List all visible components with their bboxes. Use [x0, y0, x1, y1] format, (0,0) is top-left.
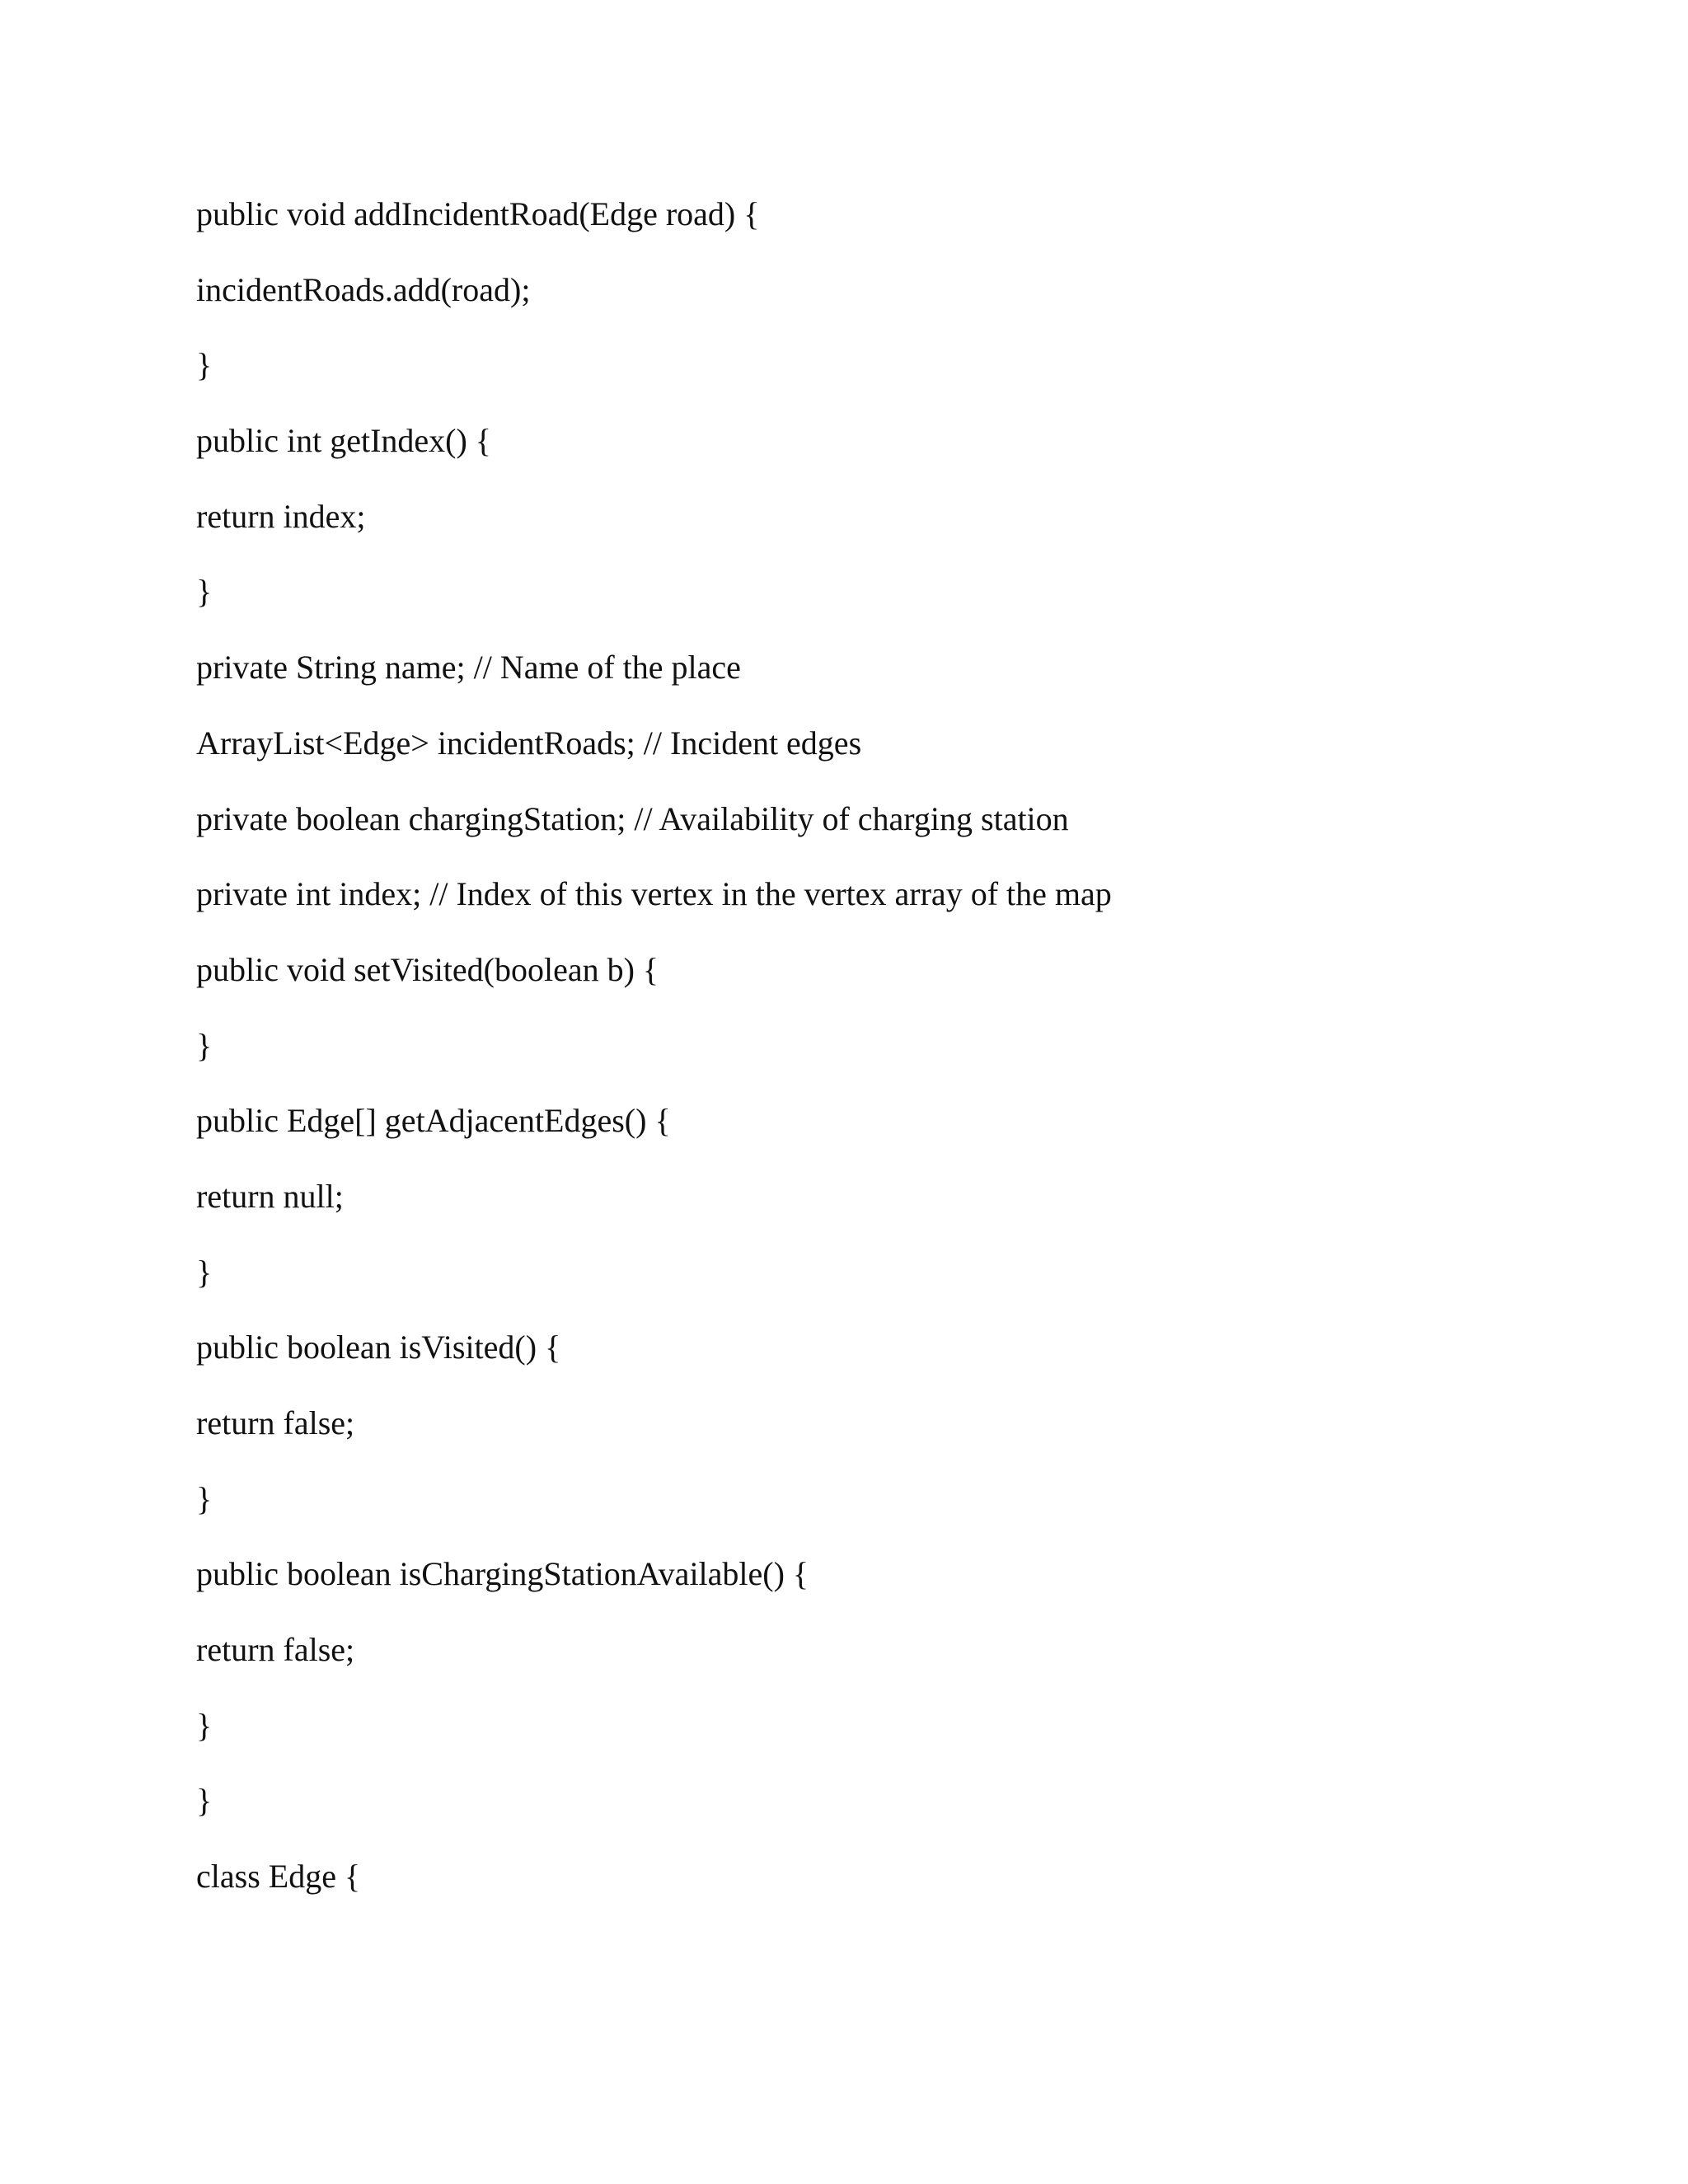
code-line: public int getIndex() {	[196, 422, 491, 460]
code-line: class Edge {	[196, 1858, 361, 1896]
code-line: }	[196, 346, 213, 384]
code-line: return null;	[196, 1177, 344, 1215]
code-line: }	[196, 573, 213, 611]
code-line: }	[196, 1026, 213, 1064]
code-line: public void addIncidentRoad(Edge road) {	[196, 195, 760, 232]
code-line: public Edge[] getAdjacentEdges() {	[196, 1102, 671, 1140]
code-line: public boolean isVisited() {	[196, 1329, 561, 1366]
code-line: return index;	[196, 497, 366, 535]
code-line: public void setVisited(boolean b) {	[196, 950, 659, 988]
code-line: }	[196, 1706, 213, 1744]
code-line: }	[196, 1782, 213, 1820]
code-line: private boolean chargingStation; // Availability of charging station	[196, 799, 1069, 837]
code-line: private int index; // Index of this vertex in the vertex array of the map	[196, 875, 1112, 913]
code-line: return false;	[196, 1404, 355, 1441]
code-line: incidentRoads.add(road);	[196, 270, 531, 308]
code-listing	[196, 188, 1597, 1926]
code-line: }	[196, 1479, 213, 1517]
code-line: public boolean isChargingStationAvailable() {	[196, 1555, 809, 1593]
code-line: return false;	[196, 1631, 355, 1669]
code-line: ArrayList<Edge> incidentRoads; // Incident edges	[196, 724, 862, 762]
code-line: private String name; // Name of the place	[196, 649, 741, 687]
code-line: }	[196, 1253, 213, 1291]
